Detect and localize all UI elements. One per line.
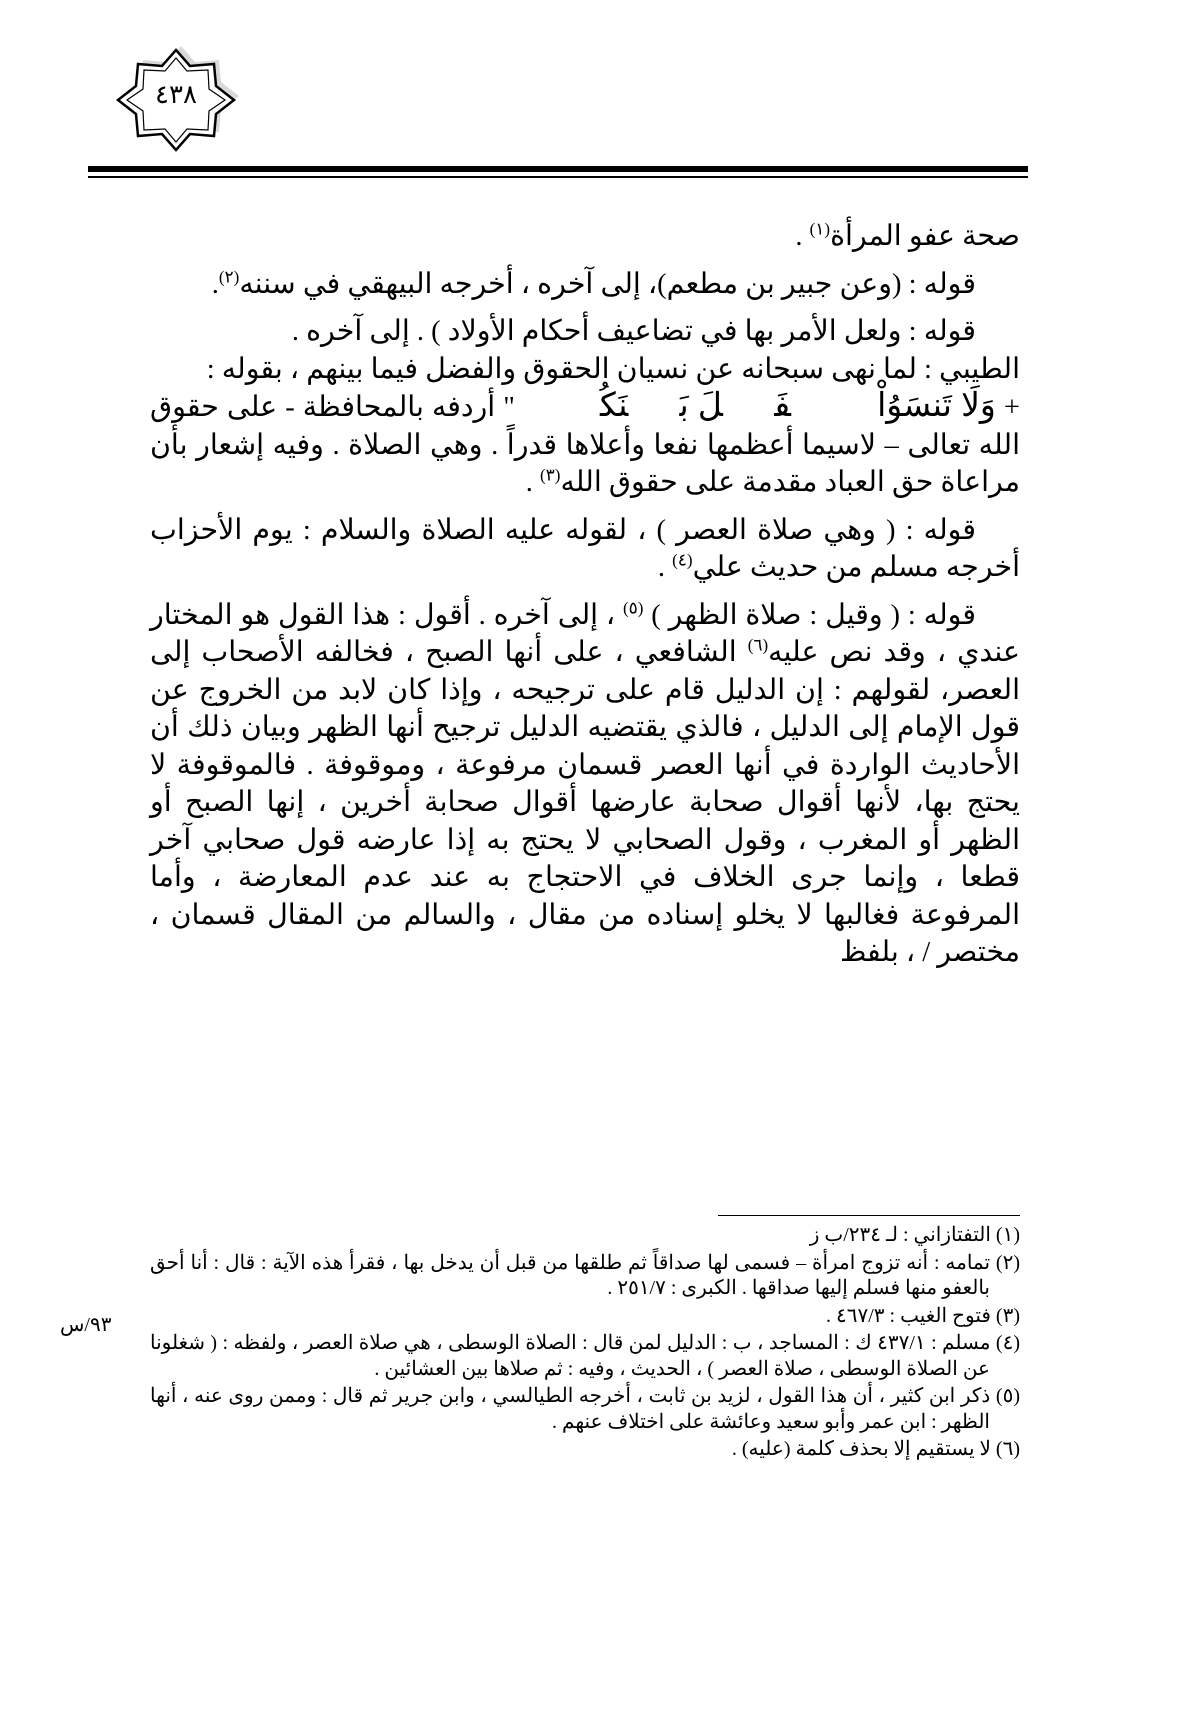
page-number: ٤٣٨ [155, 80, 197, 110]
footnote-ref-1: (١) [809, 219, 831, 239]
paragraph-2: قوله : (وعن جبير بن مطعم)، إلى آخره ، أخرجه البيهقي في سننه$^{(٢)}$. [211, 267, 976, 300]
paragraph-5: قوله : ( وقيل : صلاة الظهر ) $^{(٥)}$ ، إلى آخره . أقول : هذا القول هو المختار عندي ، وقد نص عليه$^{(٦)}$ الشافعي ، على أنها الصبح ، فخالفه الأصحاب إلى العصر، لقولهم : إن الدليل قام على ترجيحه ، وإذا كان لابد من الخروج عن قول الإمام إلى الدليل ، فالذي يقتضيه الدليل ترجيح أنها الظهر وبيان ذلك أن الأحاديث الواردة في أنها العصر قسمان مرفوعة ، وموقوفة . فالموقوفة لا يحتج بها، لأنها أقوال صحابة عارضها أقوال صحابة أخرين ، إنها الصبح أو الظهر أو المغرب ، وقول الصحابي لا يحتج به إذا عارضه قول صحابي آخر قطعا ، وإنما جرى الخلاف في الاحتجاج به عند عدم المعارضة ، وأما المرفوعة فغالبها لا يخلو إسناده من مقال ، والسالم من المقال قسمان ، مختصر / ، بلفظ [150, 598, 1020, 968]
quran-verse: وَلَا تَنسَوُاْ ٱلۡفَضۡلَ بَيۡنَكُمۡۚ [523, 388, 996, 424]
paragraph-4: قوله : ( وهي صلاة العصر ) ، لقوله عليه الصلاة والسلام : يوم الأحزاب أخرجه مسلم من حديث علي$^{(٤)}$ . [150, 514, 1020, 583]
footnote-ref-6: (٦) [747, 635, 769, 655]
page-number-badge [112, 44, 240, 156]
paragraph-1: صحة عفو المرأة$^{(١)}$ . [795, 219, 1020, 252]
footnote-1: (١) التفتازاني : لـ ٢٣٤/ب ز [809, 1224, 1020, 1246]
footnotes [150, 1223, 1020, 1465]
header-rule-thin [88, 176, 1028, 178]
footnote-ref-5: (٥) [622, 598, 644, 617]
footnote-2: (٢) تمامه : أنه تزوج امرأة – فسمى لها صداقاً ثم طلقها من قبل أن يدخل بها ، فقرأ هذه الآية : قال : أنا أحق بالعفو منها فسلم إليها صداقها . الكبرى : ٢٥١/٧ . [150, 1251, 1020, 1299]
manuscript-folio-note: ٩٣/س [60, 1314, 112, 1336]
footnote-5: (٥) ذكر ابن كثير ، أن هذا القول ، لزيد بن ثابت ، أخرجه الطيالسي ، وابن جرير ثم قال : وممن روى عنه ، أنها الظهر : ابن عمر وأبو سعيد وعائشة على اختلاف عنهم . [150, 1385, 1020, 1433]
footnote-ref-2: (٢) [218, 267, 240, 286]
footnote-3: (٣) فتوح الغيب : ٤٦٧/٣ . [826, 1304, 1020, 1327]
paragraph-3: قوله : ولعل الأمر بها في تضاعيف أحكام الأولاد ) . إلى آخره . [291, 316, 976, 347]
footnote-separator [718, 1215, 1020, 1216]
footnote-6: (٦) لا يستقيم إلا بحذف كلمة (عليه) . [731, 1438, 1020, 1460]
footnote-4: (٤) مسلم : ٤٣٧/١ ك : المساجد ، ب : الدليل لمن قال : الصلاة الوسطى ، هي صلاة العصر ، ولفظه : ( شغلونا عن الصلاة الوسطى ، صلاة العصر ) ، الحديث ، وفيه : ثم صلاها بين العشائين . [150, 1332, 1020, 1380]
paragraph-3-verse: + وَلَا تَنسَوُاْ ٱلۡفَضۡلَ بَيۡنَكُمۡۚ " أردفه بالمحافظة - على حقوق الله تعالى – لاسيما أعظمها نفعا وأعلاها قدراً . وهي الصلاة . وفيه إشعار بأن مراعاة حق العباد مقدمة على حقوق الله$^{(٣)}$ . [150, 388, 1020, 498]
main-text [150, 218, 1020, 982]
header-rule-thick [88, 166, 1028, 172]
footnote-ref-3: (٣) [539, 465, 561, 485]
footnote-ref-4: (٤) [672, 550, 693, 570]
paragraph-3-continued: الطيبي : لما نهى سبحانه عن نسيان الحقوق والفضل فيما بينهم ، بقوله : [206, 353, 1020, 385]
